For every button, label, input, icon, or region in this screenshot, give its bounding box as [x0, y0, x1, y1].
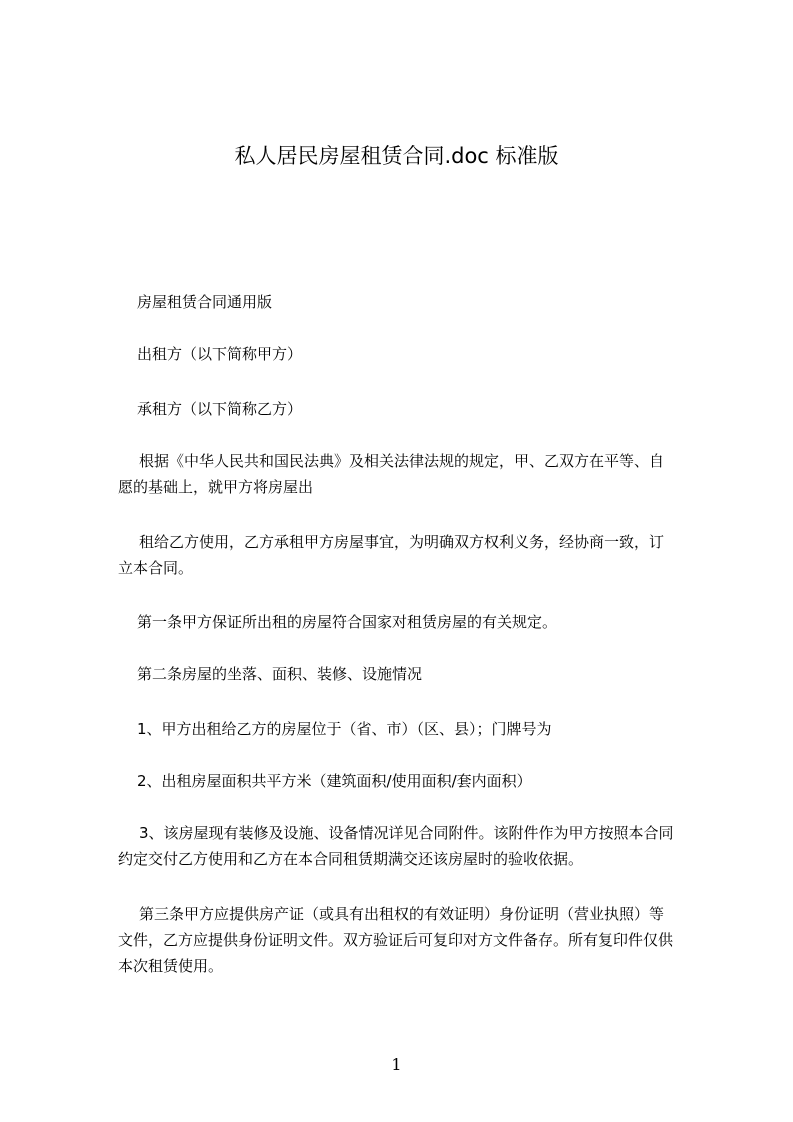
- paragraph-article-2: [137, 661, 422, 687]
- paragraph-lessor: [137, 341, 302, 367]
- page-number: 1: [391, 1055, 402, 1074]
- paragraph-line: 愿的基础上，就甲方将房屋出: [118, 478, 314, 496]
- paragraph-article-3: [118, 901, 673, 979]
- paragraph-line: 房屋租赁合同通用版: [137, 293, 273, 311]
- paragraph-line: 第一条甲方保证所出租的房屋符合国家对租赁房屋的有关规定。: [137, 613, 558, 631]
- paragraph-preamble-1: [118, 448, 664, 500]
- document-title: 私人居民房屋租赁合同.doc 标准版: [234, 144, 559, 168]
- paragraph-contract-type: [137, 289, 272, 315]
- paragraph-line: 根据《中华人民共和国民法典》及相关法律法规的规定，甲、乙双方在平等、自: [139, 452, 665, 470]
- paragraph-line: 第二条房屋的坐落、面积、装修、设施情况: [137, 665, 423, 683]
- paragraph-item-3: [118, 820, 674, 872]
- paragraph-line: 承租方（以下简称乙方）: [137, 400, 303, 418]
- paragraph-preamble-2: [118, 529, 664, 581]
- paragraph-line: 租给乙方使用，乙方承租甲方房屋事宜，为明确双方权利义务，经协商一致，订: [139, 533, 665, 551]
- paragraph-line: 2、出租房屋面积共平方米（建筑面积/使用面积/套内面积）: [137, 772, 532, 790]
- paragraph-line: 1、甲方出租给乙方的房屋位于（省、市）（区、县）；门牌号为: [137, 720, 552, 738]
- paragraph-line: 文件，乙方应提供身份证明文件。双方验证后可复印对方文件备存。所有复印件仅供: [118, 931, 674, 949]
- paragraph-item-2: [137, 768, 532, 794]
- paragraph-item-1: [137, 716, 552, 742]
- paragraph-line: 第三条甲方应提供房产证（或具有出租权的有效证明）身份证明（营业执照）等: [139, 905, 665, 923]
- paragraph-line: 3、该房屋现有装修及设施、设备情况详见合同附件。该附件作为甲方按照本合同: [139, 824, 674, 842]
- paragraph-line: 本次租赁使用。: [118, 957, 224, 975]
- paragraph-lessee: [137, 396, 302, 422]
- paragraph-line: 约定交付乙方使用和乙方在本合同租赁期满交还该房屋时的验收依据。: [118, 850, 584, 868]
- paragraph-line: 立本合同。: [118, 559, 194, 577]
- paragraph-article-1: [137, 609, 557, 635]
- paragraph-line: 出租方（以下简称甲方）: [137, 345, 303, 363]
